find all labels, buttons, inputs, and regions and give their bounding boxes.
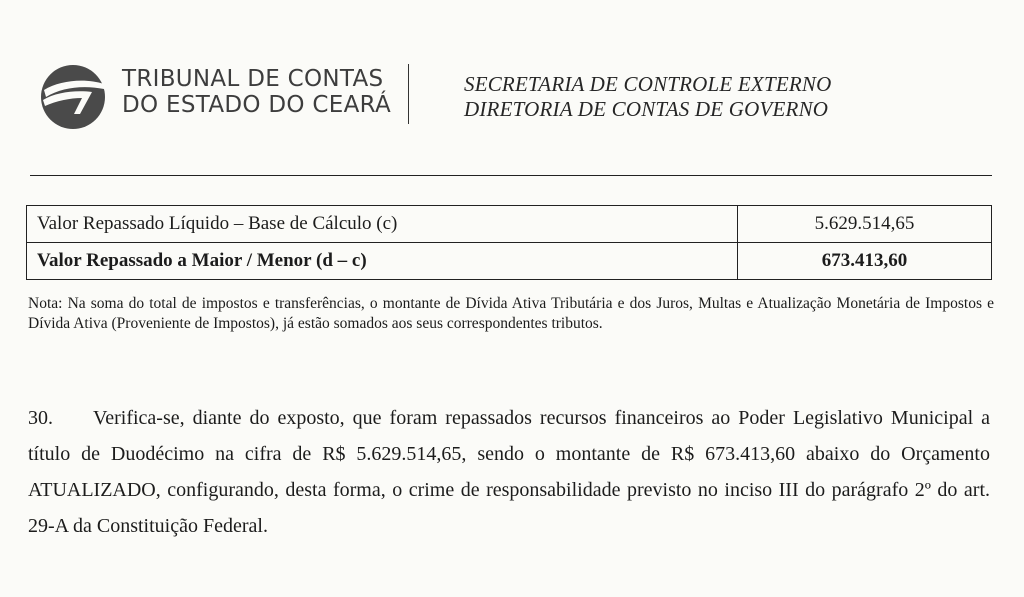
header-rule xyxy=(30,175,992,176)
paragraph-30 xyxy=(28,400,990,544)
org-name-line2: DO ESTADO DO CEARÁ xyxy=(122,92,392,118)
letterhead xyxy=(40,60,990,140)
secretariat-line2: DIRETORIA DE CONTAS DE GOVERNO xyxy=(464,97,829,121)
organization-name xyxy=(122,66,391,118)
table-row xyxy=(27,243,992,280)
table-note: Nota: Na soma do total de impostos e transferências, o montante de Dívida Ativa Tributária e dos Juros, Multas e Atualização Monetária de Impostos e Dívida Ativa (Proveniente de Impostos), já estão somados aos seus correspondentes tributos. xyxy=(28,295,994,332)
secretariat-name xyxy=(464,72,831,122)
paragraph-text: Verifica-se, diante do exposto, que foram repassados recursos financeiros ao Poder Legislativo Municipal a título de Duodécimo na cifra de R$ 5.629.514,65, sendo o montante de R$ 673.413,60 abaixo do Orçamento ATUALIZADO, configurando, desta forma, o crime de responsabilidade previsto no inciso III do parágrafo 2º do art. 29-A da Constituição Federal. xyxy=(28,407,990,537)
secretariat-line1: SECRETARIA DE CONTROLE EXTERNO xyxy=(464,72,832,96)
paragraph-number: 30. xyxy=(28,407,53,429)
table-row xyxy=(27,206,992,243)
org-name-line1: TRIBUNAL DE CONTAS xyxy=(122,66,384,92)
header-divider xyxy=(408,64,409,124)
values-table xyxy=(26,205,992,280)
row-label: Valor Repassado a Maior / Menor (d – c) xyxy=(27,243,738,280)
row-label: Valor Repassado Líquido – Base de Cálculo (c) xyxy=(27,206,738,243)
tce-logo-icon xyxy=(40,64,106,130)
row-value: 673.413,60 xyxy=(738,243,992,280)
row-value: 5.629.514,65 xyxy=(738,206,992,243)
